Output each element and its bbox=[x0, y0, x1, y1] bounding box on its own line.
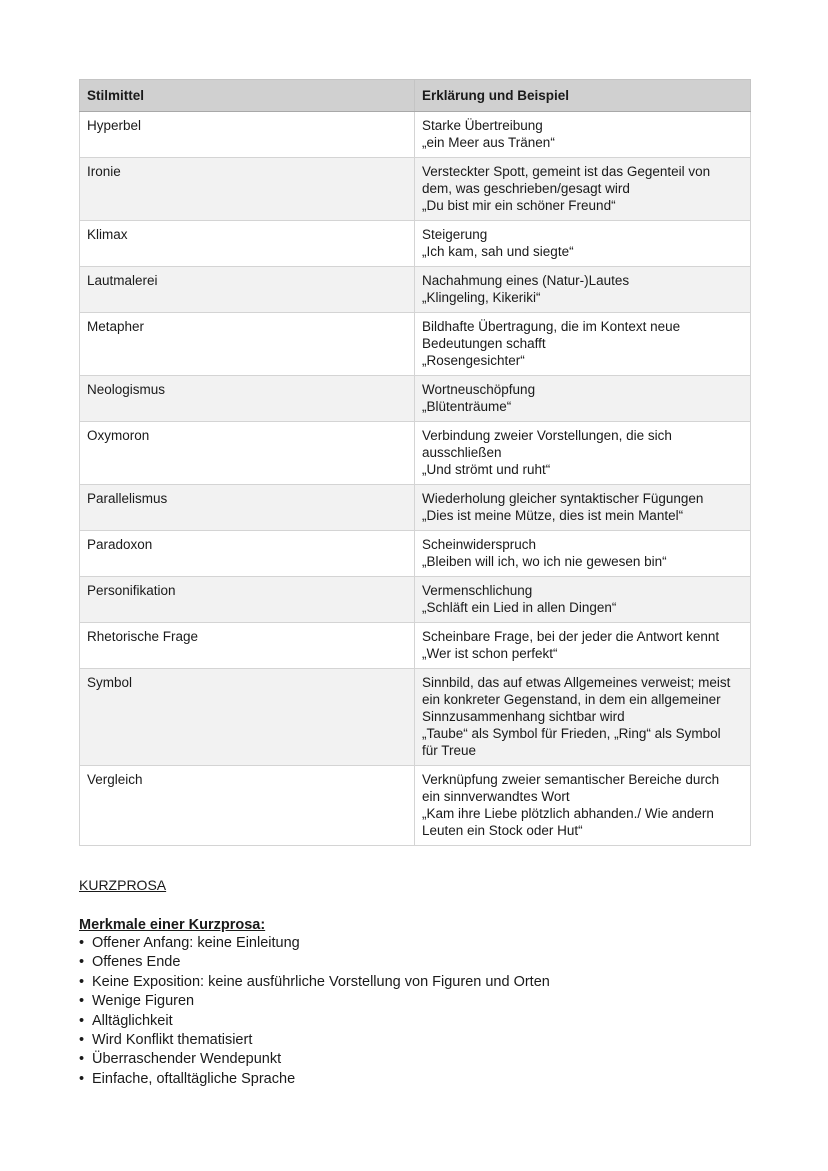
stilmittel-explanation bbox=[415, 485, 751, 531]
list-item-text: Offener Anfang: keine Einleitung bbox=[92, 935, 300, 951]
stilmittel-explanation bbox=[415, 766, 751, 846]
stilmittel-term: Neologismus bbox=[80, 376, 415, 422]
list-item bbox=[79, 992, 550, 1011]
explanation-line: Scheinbare Frage, bei der jeder die Antwort kennt bbox=[422, 629, 720, 644]
list-item bbox=[79, 934, 550, 953]
explanation-line: Scheinwiderspruch bbox=[422, 537, 537, 552]
stilmittel-term: Paradoxon bbox=[80, 531, 415, 577]
explanation-line: Wiederholung gleicher syntaktischer Fügungen bbox=[422, 491, 704, 506]
table-row bbox=[80, 623, 751, 669]
explanation-line: „Kam ihre Liebe plötzlich abhanden./ Wie andern bbox=[422, 806, 714, 821]
explanation-line: „Du bist mir ein schöner Freund“ bbox=[422, 198, 616, 213]
explanation-line: Bedeutungen schafft bbox=[422, 336, 546, 351]
stilmittel-explanation bbox=[415, 313, 751, 376]
stilmittel-explanation bbox=[415, 531, 751, 577]
stilmittel-term: Symbol bbox=[80, 669, 415, 766]
table-row bbox=[80, 577, 751, 623]
table-row bbox=[80, 422, 751, 485]
explanation-line: Steigerung bbox=[422, 227, 488, 242]
header-stilmittel: Stilmittel bbox=[80, 80, 415, 112]
table-row bbox=[80, 221, 751, 267]
stilmittel-term: Vergleich bbox=[80, 766, 415, 846]
stilmittel-explanation bbox=[415, 422, 751, 485]
stilmittel-term: Personifikation bbox=[80, 577, 415, 623]
bullet-icon: • bbox=[79, 1012, 85, 1029]
bullet-icon: • bbox=[79, 1070, 85, 1087]
stilmittel-explanation bbox=[415, 577, 751, 623]
explanation-line: Wortneuschöpfung bbox=[422, 382, 536, 397]
explanation-line: „Klingeling, Kikeriki“ bbox=[422, 290, 541, 305]
list-item bbox=[79, 1070, 550, 1089]
stilmittel-term: Parallelismus bbox=[80, 485, 415, 531]
stilmittel-explanation bbox=[415, 221, 751, 267]
stilmittel-explanation bbox=[415, 669, 751, 766]
bullet-icon: • bbox=[79, 1032, 85, 1049]
explanation-line: „Rosengesichter“ bbox=[422, 353, 525, 368]
stilmittel-term: Metapher bbox=[80, 313, 415, 376]
explanation-line: „Schläft ein Lied in allen Dingen“ bbox=[422, 600, 617, 615]
table-row bbox=[80, 376, 751, 422]
header-erklaerung: Erklärung und Beispiel bbox=[415, 80, 751, 112]
stilmittel-term: Ironie bbox=[80, 158, 415, 221]
explanation-line: „Bleiben will ich, wo ich nie gewesen bin“ bbox=[422, 554, 667, 569]
explanation-line: Vermenschlichung bbox=[422, 583, 533, 598]
table-body bbox=[80, 112, 751, 846]
explanation-line: „Taube“ als Symbol für Frieden, „Ring“ als Symbol bbox=[422, 726, 721, 741]
explanation-line: Sinnbild, das auf etwas Allgemeines verweist; meist bbox=[422, 675, 731, 690]
explanation-line: „Und strömt und ruht“ bbox=[422, 462, 551, 477]
stilmittel-term: Hyperbel bbox=[80, 112, 415, 158]
explanation-line: Starke Übertreibung bbox=[422, 118, 543, 133]
explanation-line: Nachahmung eines (Natur-)Lautes bbox=[422, 273, 630, 288]
table-row bbox=[80, 531, 751, 577]
table-row bbox=[80, 267, 751, 313]
bullet-icon: • bbox=[79, 935, 85, 951]
merkmale-list bbox=[79, 934, 550, 1089]
table-row bbox=[80, 485, 751, 531]
list-item-text: Einfache, oftalltägliche Sprache bbox=[92, 1070, 296, 1087]
list-item-text: Überraschender Wendepunkt bbox=[92, 1051, 282, 1068]
list-item bbox=[79, 1050, 550, 1069]
list-item bbox=[79, 1012, 550, 1031]
explanation-line: Verbindung zweier Vorstellungen, die sich bbox=[422, 428, 672, 443]
table-row bbox=[80, 669, 751, 766]
list-item bbox=[79, 1031, 550, 1050]
explanation-line: für Treue bbox=[422, 743, 477, 758]
stilmittel-table bbox=[79, 79, 751, 846]
explanation-line: Bildhafte Übertragung, die im Kontext neue bbox=[422, 319, 681, 334]
bullet-icon: • bbox=[79, 993, 85, 1010]
list-item-text: Alltäglichkeit bbox=[92, 1012, 173, 1029]
stilmittel-term: Klimax bbox=[80, 221, 415, 267]
list-item-text: Wenige Figuren bbox=[92, 993, 195, 1010]
table-row bbox=[80, 766, 751, 846]
stilmittel-explanation bbox=[415, 623, 751, 669]
stilmittel-explanation bbox=[415, 112, 751, 158]
explanation-line: Sinnzusammenhang sichtbar wird bbox=[422, 709, 625, 724]
explanation-line: Versteckter Spott, gemeint ist das Gegenteil von bbox=[422, 164, 711, 179]
stilmittel-term: Lautmalerei bbox=[80, 267, 415, 313]
explanation-line: ausschließen bbox=[422, 445, 502, 460]
section-heading: KURZPROSA bbox=[79, 877, 167, 893]
stilmittel-term: Oxymoron bbox=[80, 422, 415, 485]
list-item bbox=[79, 953, 550, 972]
stilmittel-explanation bbox=[415, 158, 751, 221]
explanation-line: „Ich kam, sah und siegte“ bbox=[422, 244, 574, 259]
explanation-line: „Dies ist meine Mütze, dies ist mein Mantel“ bbox=[422, 508, 684, 523]
table-header bbox=[80, 80, 751, 112]
table-row bbox=[80, 313, 751, 376]
explanation-line: „Blütenträume“ bbox=[422, 399, 512, 414]
stilmittel-term: Rhetorische Frage bbox=[80, 623, 415, 669]
explanation-line: „ein Meer aus Tränen“ bbox=[422, 135, 555, 150]
explanation-line: Leuten ein Stock oder Hut“ bbox=[422, 823, 583, 838]
table-row bbox=[80, 112, 751, 158]
list-item bbox=[79, 973, 550, 992]
list-item-text: Keine Exposition: keine ausführliche Vorstellung von Figuren und Orten bbox=[92, 973, 550, 990]
explanation-line: ein konkreter Gegenstand, in dem ein allgemeiner bbox=[422, 692, 721, 707]
list-item-text: Wird Konflikt thematisiert bbox=[92, 1032, 253, 1049]
explanation-line: ein sinnverwandtes Wort bbox=[422, 789, 570, 804]
explanation-line: dem, was geschrieben/gesagt wird bbox=[422, 181, 630, 196]
explanation-line: Verknüpfung zweier semantischer Bereiche durch bbox=[422, 772, 720, 787]
list-item-text: Offenes Ende bbox=[92, 954, 181, 971]
bullet-icon: • bbox=[79, 954, 85, 971]
explanation-line: „Wer ist schon perfekt“ bbox=[422, 646, 558, 661]
table-row bbox=[80, 158, 751, 221]
stilmittel-explanation bbox=[415, 376, 751, 422]
stilmittel-explanation bbox=[415, 267, 751, 313]
bullet-icon: • bbox=[79, 973, 85, 990]
bullet-icon: • bbox=[79, 1051, 85, 1068]
merkmale-heading: Merkmale einer Kurzprosa: bbox=[79, 917, 266, 933]
